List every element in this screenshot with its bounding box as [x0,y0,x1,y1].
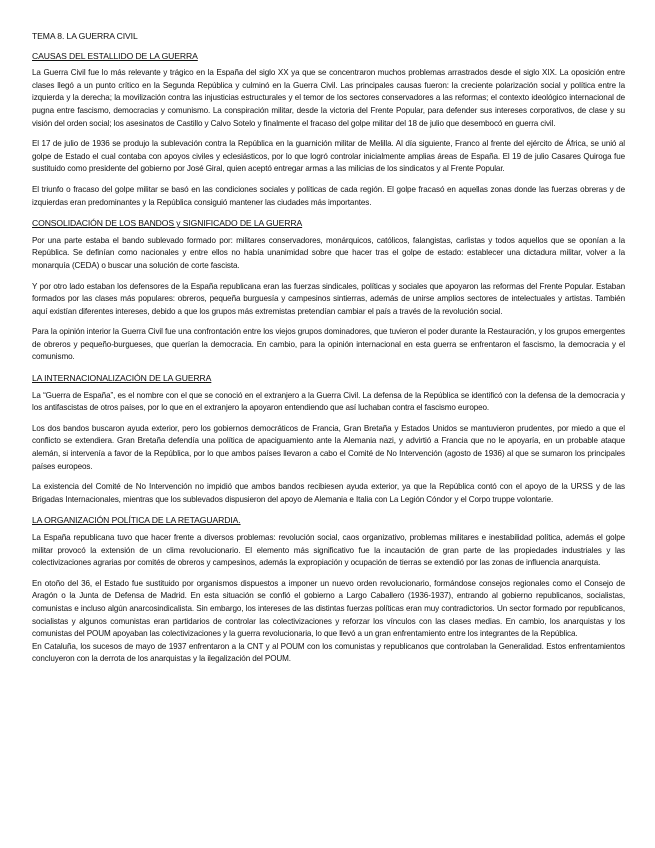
section-heading: CONSOLIDACIÓN DE LOS BANDOS y SIGNIFICADO DE LA GUERRA [32,218,303,229]
section-consolidacion [32,217,625,364]
paragraph: En Cataluña, los sucesos de mayo de 1937 enfrentaron a la CNT y al POUM con los comunistas y republicanos que controlaban la Generalidad. Estos enfrentamientos concluyeron con la derrota de los anarquistas y la ilegalización del POUM. [32,641,625,664]
section-retaguardia [32,514,625,666]
paragraph: El triunfo o fracaso del golpe militar se basó en las condiciones sociales y políticas de cada región. El golpe fracasó en aquellas zonas donde las fuerzas obreras y de izquierdas eran predominantes y la República consiguió mantener las ciudades más importantes. [32,184,625,207]
paragraph: La España republicana tuvo que hacer frente a diversos problemas: revolución social, caos organizativo, problemas militares e inestabilidad política, además el golpe militar provocó la extensión de un clima revolucionario. El elemento más significativo fue la incautación de gran parte de las propiedades industriales y las colectivizaciones agrarias por comités de obreros y campesinos, además la expropiación y ocupación de tierras se extendió por las zonas de influencia anarquista. [32,533,625,568]
section-heading: LA INTERNACIONALIZACIÓN DE LA GUERRA [32,373,212,384]
paragraph: Por una parte estaba el bando sublevado formado por: militares conservadores, monárquicos, católicos, falangistas, carlistas y todos aquellos que se oponían a la República. Se definían como nacionales y entre ellos no había unanimidad sobre que hacer tras el golpe de estado: establecer una dictadura militar, volver a la monarquía (CEDA) o buscar una solución de corte fascista. [32,235,625,270]
paragraph: El 17 de julio de 1936 se produjo la sublevación contra la República en la guarnición militar de Melilla. Al día siguiente, Franco al frente del ejército de África, se unió al golpe de Estado el cual contaba con apoyos civiles y eclesiásticos, por lo que logró controlar inicialmente amplias áreas de España. El 19 de julio Casares Quiroga fue sustituido como presidente del gobierno por José Giral, quien aceptó entregar armas a las milicias de los sindicatos y al Frente Popular. [32,139,625,174]
section-internacionalizacion [32,372,625,506]
paragraph: La existencia del Comité de No Intervención no impidió que ambos bandos recibiesen ayuda exterior, ya que la República contó con el apoyo de la URSS y de las Brigadas Internacionales, mientras que los sublevados dispusieron del apoyo de Alemania e Italia con La Legión Cóndor y el Corpo truppe volontarie. [32,482,625,504]
paragraph: La “Guerra de España”, es el nombre con el que se conoció en el extranjero a la Guerra Civil. La defensa de la República se identificó con la defensa de la democracia y los antifascistas de otros países, por lo que en el extranjero la apoyaron entendiendo que así luchaban contra el fascismo europeo. [32,390,625,413]
paragraph: Para la opinión interior la Guerra Civil fue una confrontación entre los viejos grupos dominadores, que tuvieron el poder durante la Restauración, y los grupos emergentes de obreros y pequeño-burgueses, que querían la democracia. En cambio, para la opinión internacional en esta guerra se enfrentaron el fascismo, la democracia y el comunismo. [32,327,625,362]
section-causas [32,50,625,210]
paragraph: La Guerra Civil fue lo más relevante y trágico en la España del siglo XX ya que se concentraron muchos problemas arrastrados desde el siglo XIX. La oposición entre clases llegó a un punto crítico en la Segunda República y culminó en la Guerra Civil. Las principales causas fueron: la creciente polarización social y política entre la izquierda y la derecha; la movilización contra las injusticias estructurales y el temor de los sectores conservadores a las reformas; el contexto ideológico internacional de pugna entre fascismo, democracias y comunismo. La conspiración militar, desde la victoria del Frente Popular, para defender sus intereses corporativos, de clase y su visión del orden social; los asesinatos de Castillo y Calvo Sotelo y finalmente el fracaso del golpe militar del 18 de julio que desembocó en guerra civil. [32,68,625,128]
paragraph: Los dos bandos buscaron ayuda exterior, pero los gobiernos democráticos de Francia, Gran Bretaña y Estados Unidos se mantuvieron prudentes, por miedo a que el conflicto se extendiera. Gran Bretaña defendía una política de apaciguamiento ante la Alemania nazi, y advirtió a Francia que no le apoyaría, en un probable ataque alemán, si intervenía a favor de la República, por lo que ambos países llevaron a cabo el Comité de No Intervención (agosto de 1936) al que se sumaron los principales países europeos. [32,423,625,471]
paragraph: En otoño del 36, el Estado fue sustituido por organismos dispuestos a imponer un nuevo orden revolucionario, formándose consejos regionales como el Consejo de Aragón o la Junta de Defensa de Madrid. En esta situación se confió el gobierno a Largo Caballero (1936-1937), entrando al gobierno republicanos, socialistas, comunistas e incluso algún anarcosindicalista. Sin embargo, los intereses de las distintas fuerzas políticas eran muy contradictorios. Un sector formado por republicanos, socialistas y algunos comunistas eran partidarios de controlar las colectivizaciones y reforzar los vínculos con las clases medias. En cambio, los anarquistas y los comunistas del POUM apoyaban las colectivizaciones y la guerra revolucionaria, lo que llevó a un gran enfrentamiento entre los integrantes de la República. [32,578,625,639]
section-heading: CAUSAS DEL ESTALLIDO DE LA GUERRA [32,50,198,61]
document-title: TEMA 8. LA GUERRA CIVIL [32,31,138,41]
paragraph: Y por otro lado estaban los defensores de la España republicana eran las fuerzas sindicales, políticas y sociales que apoyaron las reformas del Frente Popular. Estaban formados por las clases más populares: obreros, pequeña burguesía y campesinos sintierras, además de unirse amplios sectores de intelectuales y artistas. También aquí existían diferentes intereses, debido a que los grupos más extremistas pretendían cambiar el país a través de la revolución social. [32,281,625,316]
section-heading: LA ORGANIZACIÓN POLÍTICA DE LA RETAGUARDIA. [32,515,241,526]
